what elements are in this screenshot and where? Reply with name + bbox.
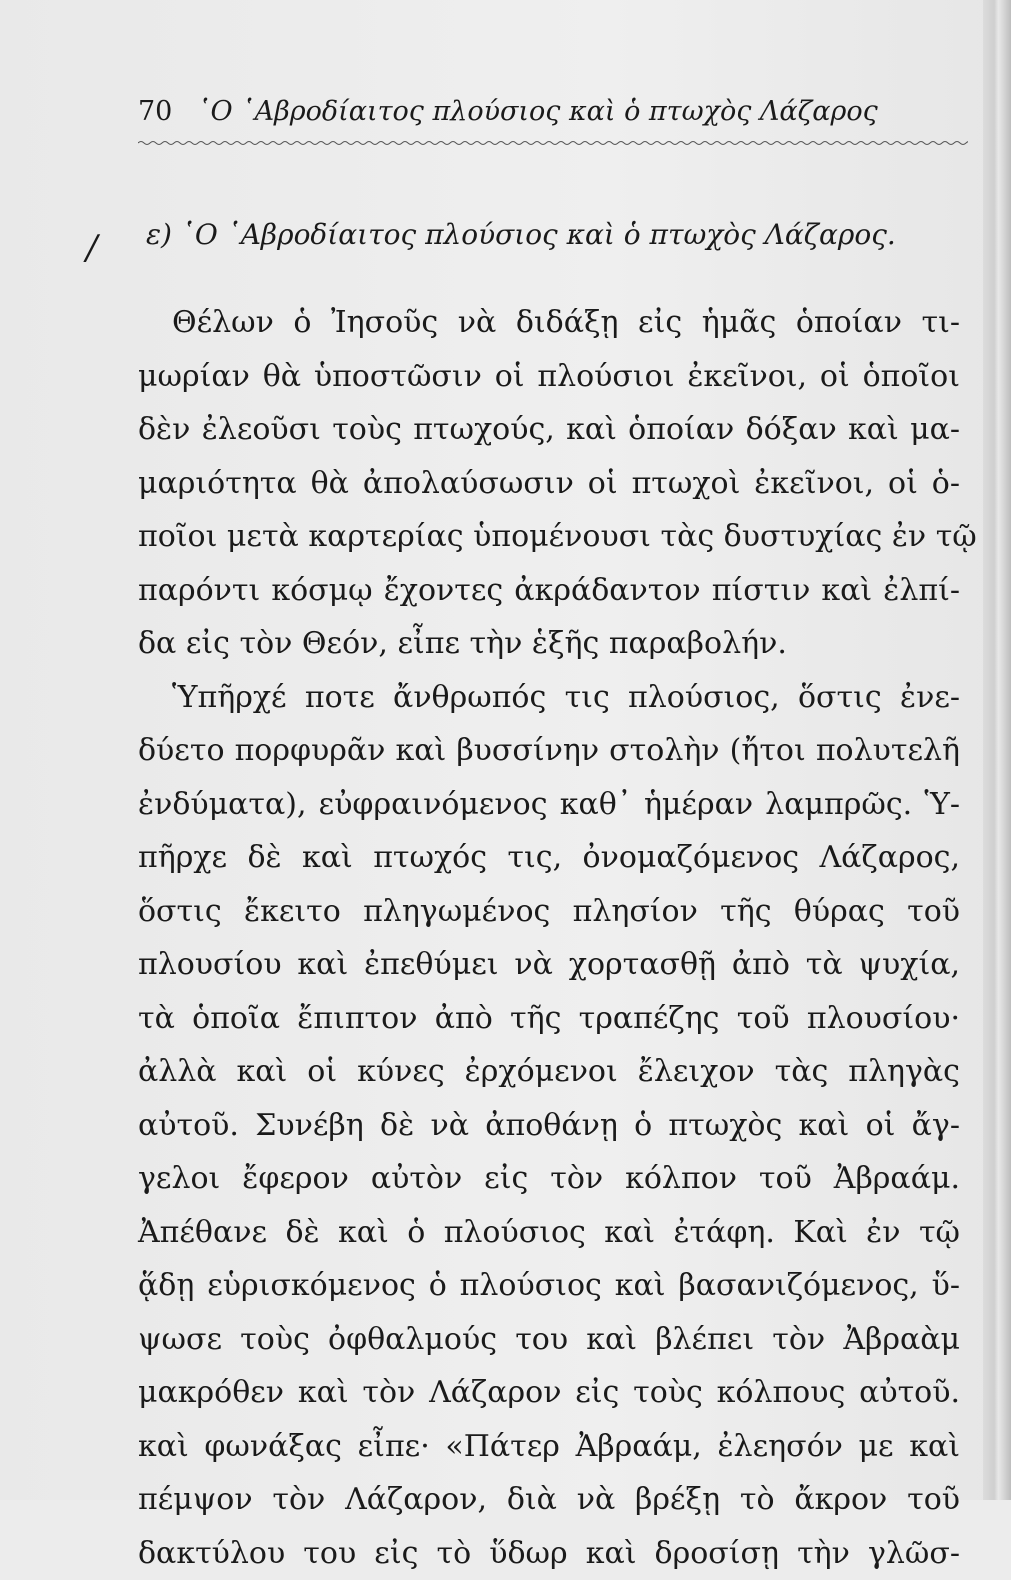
- text-line: μακρόθεν καὶ τὸν Λάζαρον εἰς τοὺς κόλπους αὐτοῦ.: [138, 1366, 960, 1420]
- text-line: δύετο πορφυρᾶν καὶ βυσσίνην στολὴν (ἤτοι πολυτελῆ: [138, 724, 960, 778]
- page-edge-shadow: [983, 0, 1011, 1500]
- body-text: [138, 296, 960, 1580]
- text-line: πλουσίου καὶ ἐπεθύμει νὰ χορτασθῇ ἀπὸ τὰ ψυχία,: [138, 938, 960, 992]
- text-line: Θέλων ὁ Ἰησοῦς νὰ διδάξῃ εἰς ἡμᾶς ὁποίαν τι-: [138, 296, 960, 350]
- text-line: ποῖοι μετὰ καρτερίας ὑπομένουσι τὰς δυστυχίας ἐν τῷ: [138, 510, 960, 564]
- running-head-title: ῾Ο ῾Αβροδίαιτος πλούσιος καὶ ὁ πτωχὸς Λάζαρος: [197, 96, 878, 127]
- section-heading: ε) ῾Ο ῾Αβροδίαιτος πλούσιος καὶ ὁ πτωχὸς Λάζαρος.: [146, 218, 976, 251]
- text-line: δὲν ἐλεοῦσι τοὺς πτωχούς, καὶ ὁποίαν δόξαν καὶ μα-: [138, 403, 960, 457]
- text-line: ψωσε τοὺς ὀφθαλμούς του καὶ βλέπει τὸν Ἀβραὰμ: [138, 1313, 960, 1367]
- text-line: δα εἰς τὸν Θεόν, εἶπε τὴν ἑξῆς παραβολήν.: [138, 617, 960, 671]
- text-line: ἀλλὰ καὶ οἱ κύνες ἐρχόμενοι ἔλειχον τὰς πληγὰς: [138, 1045, 960, 1099]
- margin-pen-mark: /: [86, 228, 97, 268]
- text-line: καὶ φωνάξας εἶπε· «Πάτερ Ἀβραάμ, ἐλεησόν με καὶ: [138, 1420, 960, 1474]
- text-line: πέμψον τὸν Λάζαρον, διὰ νὰ βρέξῃ τὸ ἄκρον τοῦ: [138, 1473, 960, 1527]
- text-line: γελοι ἔφερον αὐτὸν εἰς τὸν κόλπον τοῦ Ἀβραάμ.: [138, 1152, 960, 1206]
- text-line: αὐτοῦ. Συνέβη δὲ νὰ ἀποθάνῃ ὁ πτωχὸς καὶ οἱ ἄγ-: [138, 1099, 960, 1153]
- text-line: μωρίαν θὰ ὑποστῶσιν οἱ πλούσιοι ἐκεῖνοι, οἱ ὁποῖοι: [138, 350, 960, 404]
- page-number: 70: [138, 96, 172, 127]
- text-line: ἐνδύματα), εὐφραινόμενος καθ᾽ ἡμέραν λαμπρῶς. Ὑ-: [138, 778, 960, 832]
- text-line: δακτύλου του εἰς τὸ ὕδωρ καὶ δροσίσῃ τὴν γλῶσ-: [138, 1527, 960, 1580]
- running-head: [138, 96, 968, 127]
- text-line: ὅστις ἔκειτο πληγωμένος πλησίον τῆς θύρας τοῦ: [138, 885, 960, 939]
- text-line: τὰ ὁποῖα ἔπιπτον ἀπὸ τῆς τραπέζης τοῦ πλουσίου·: [138, 992, 960, 1046]
- wavy-divider: [138, 138, 968, 148]
- text-line: Ἀπέθανε δὲ καὶ ὁ πλούσιος καὶ ἐτάφη. Καὶ ἐν τῷ: [138, 1206, 960, 1260]
- text-line: παρόντι κόσμῳ ἔχοντες ἀκράδαντον πίστιν καὶ ἐλπί-: [138, 564, 960, 618]
- text-line: πῆρχε δὲ καὶ πτωχός τις, ὀνομαζόμενος Λάζαρος,: [138, 831, 960, 885]
- text-line: Ὑπῆρχέ ποτε ἄνθρωπός τις πλούσιος, ὅστις ἐνε-: [138, 671, 960, 725]
- text-line: μαριότητα θὰ ἀπολαύσωσιν οἱ πτωχοὶ ἐκεῖνοι, οἱ ὁ-: [138, 457, 960, 511]
- text-line: ᾅδῃ εὑρισκόμενος ὁ πλούσιος καὶ βασανιζόμενος, ὕ-: [138, 1259, 960, 1313]
